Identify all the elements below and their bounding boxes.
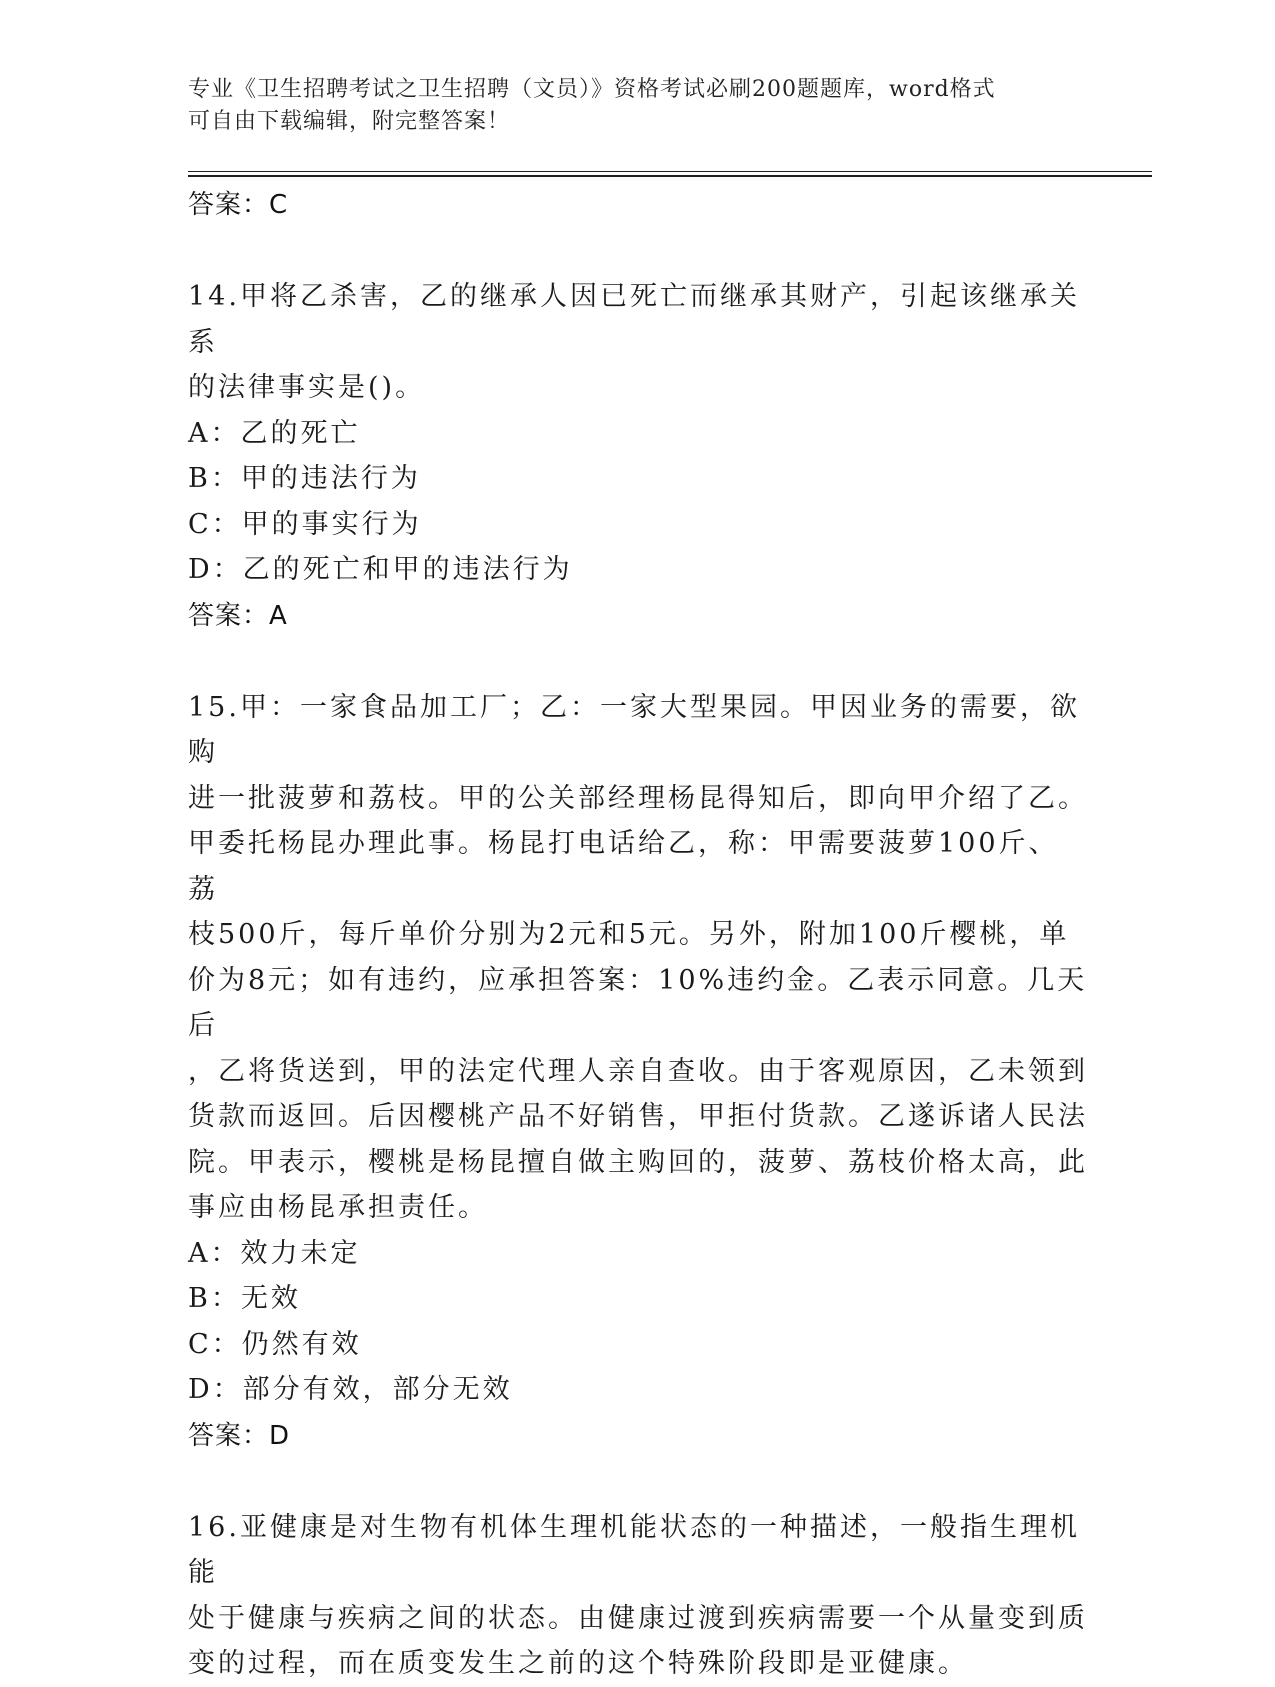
- question-14-stem-line: 的法律事实是()。: [188, 372, 426, 403]
- question-14-stem: [188, 274, 1088, 411]
- question-16-stem-line: 处于健康与疾病之间的状态。由健康过渡到疾病需要一个从量变到质: [188, 1602, 1088, 1634]
- question-15-option-a: A：效力未定: [188, 1237, 361, 1269]
- question-15-stem-line: 进一批菠萝和荔枝。甲的公关部经理杨昆得知后，即向甲介绍了乙。: [188, 782, 1088, 814]
- header-divider-thin: [188, 171, 1152, 172]
- question-15-stem-line: 甲委托杨昆办理此事。杨昆打电话给乙，称：甲需要菠萝100斤、荔: [188, 828, 1059, 905]
- question-15-option-c: C：仍然有效: [188, 1328, 362, 1360]
- question-14-option-d: D：乙的死亡和甲的违法行为: [188, 554, 573, 585]
- spacer: [188, 1459, 1088, 1505]
- question-14-option-a: A：乙的死亡: [188, 417, 361, 449]
- question-15-stem-line: ，乙将货送到，甲的法定代理人亲自查收。由于客观原因，乙未领到: [188, 1055, 1088, 1087]
- spacer: [188, 639, 1088, 685]
- question-14-option-c: C：甲的事实行为: [188, 508, 422, 540]
- question-14: [188, 274, 1088, 639]
- question-16: [188, 1505, 1088, 1687]
- document-body: [188, 182, 1088, 1687]
- header-title-line-2: 可自由下载编辑，附完整答案！: [188, 109, 511, 134]
- question-16-stem: [188, 1505, 1088, 1687]
- question-15-stem-line: 货款而返回。后因樱桃产品不好销售，甲拒付货款。乙遂诉诸人民法: [188, 1101, 1088, 1132]
- question-15-stem: [188, 685, 1088, 1231]
- header-title-line-1: 专业《卫生招聘考试之卫生招聘（文员）》资格考试必刷200题题库，word格式: [188, 77, 996, 102]
- question-15-option-b: B：无效: [188, 1283, 301, 1314]
- header-divider-thick: [188, 175, 1152, 177]
- question-16-stem-line: 变的过程，而在质变发生之前的这个特殊阶段即是亚健康。: [188, 1648, 968, 1679]
- answer-13: 答案：C: [188, 190, 289, 220]
- answer-14: 答案：A: [188, 600, 288, 631]
- question-14-stem-line: 14.甲将乙杀害，乙的继承人因已死亡而继承其财产，引起该继承关系: [188, 281, 1080, 358]
- question-15-stem-line: 15.甲：一家食品加工厂；乙：一家大型果园。甲因业务的需要，欲购: [188, 691, 1080, 768]
- question-15-stem-line: 院。甲表示，樱桃是杨昆擅自做主购回的，菠萝、荔枝价格太高，此: [188, 1146, 1088, 1178]
- question-15: [188, 685, 1088, 1459]
- answer-15: 答案：D: [188, 1420, 291, 1451]
- question-15-stem-line: 枝500斤，每斤单价分别为2元和5元。另外，附加100斤樱桃，单: [188, 919, 1070, 950]
- question-16-stem-line: 16.亚健康是对生物有机体生理机能状态的一种描述，一般指生理机能: [188, 1511, 1080, 1588]
- question-15-stem-line: 价为8元；如有违约，应承担答案：10%违约金。乙表示同意。几天后: [188, 964, 1088, 1041]
- question-14-option-b: B：甲的违法行为: [188, 463, 421, 494]
- question-15-option-d: D：部分有效，部分无效: [188, 1374, 513, 1405]
- question-15-stem-line: 事应由杨昆承担责任。: [188, 1192, 488, 1223]
- page-header: [188, 74, 1068, 138]
- spacer: [188, 228, 1088, 274]
